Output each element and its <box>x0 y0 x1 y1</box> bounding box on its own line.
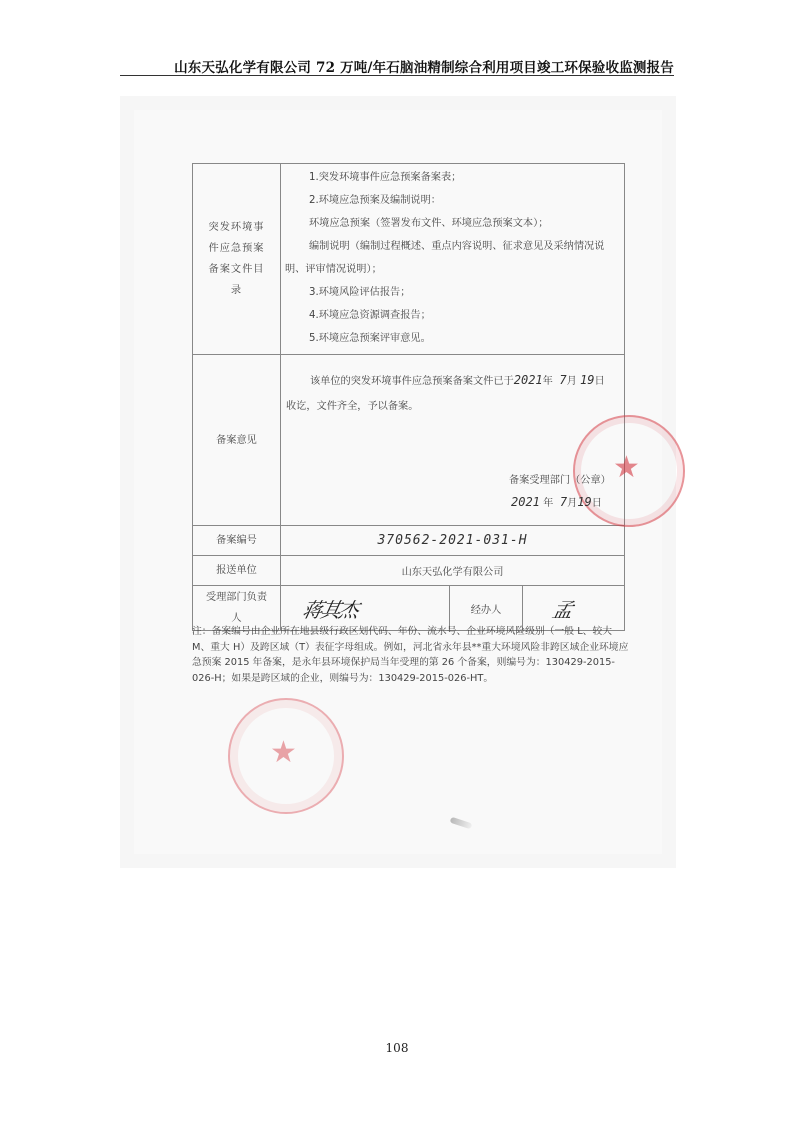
filing-number-value: 370562-2021-031-H <box>377 533 528 548</box>
opinion-text-part: 日 <box>594 376 605 387</box>
date-month-char: 月 <box>567 498 578 509</box>
handler-label: 经办人 <box>450 586 523 631</box>
directory-item: 2.环境应急预案及编制说明： <box>309 195 441 206</box>
handler-signature: 孟 <box>550 597 574 622</box>
handwritten-date-month: 7 <box>559 495 568 509</box>
opinion-row <box>193 355 625 526</box>
handwritten-date-day: 19 <box>577 495 592 509</box>
seal-star-icon: ★ <box>613 450 640 485</box>
opinion-text-part: 月 <box>566 376 577 387</box>
filing-number-cell <box>281 526 625 556</box>
report-header-title: 山东天弘化学有限公司 72 万吨/年石脑油精制综合利用项目竣工环保验收监测报告 <box>174 60 674 76</box>
header-rule <box>120 75 674 76</box>
opinion-label: 备案意见 <box>193 355 281 526</box>
form-footnote: 注：备案编号由企业所在地县级行政区划代码、年份、流水号、企业环境风险级别（一般 L、较大 M、重大 H）及跨区域（T）表征字母组成。例如，河北省永年县**重大环境风险非跨区域企业环境应急预案 2015 年备案，是永年县环境保护局当年受理的第 26 个备案，则编号为：130429-2015-026-H；如果是跨区域的企业，则编号为：130429-2015-026-HT。 <box>192 626 629 684</box>
directory-item: 5.环境应急预案评审意见。 <box>309 333 431 344</box>
unit-row <box>193 556 625 586</box>
receiving-department-label: 备案受理部门（公章） <box>509 475 611 486</box>
filing-form-table <box>192 163 640 631</box>
dept-head-label: 受理部门负责人 <box>193 586 281 631</box>
directory-item: 4.环境应急资源调查报告； <box>309 310 431 321</box>
dept-head-signature: 蒋其杰 <box>300 597 360 622</box>
handwritten-month: 7 <box>559 373 567 387</box>
handwritten-day: 19 <box>580 373 595 387</box>
directory-row <box>193 164 625 355</box>
opinion-line-2: 收讫，文件齐全，予以备案。 <box>286 401 419 412</box>
page-number: 108 <box>385 1041 409 1055</box>
directory-item: 环境应急预案（签署发布文件、环境应急预案文本）； <box>309 218 549 229</box>
submitting-unit-value: 山东天弘化学有限公司 <box>281 556 625 586</box>
directory-item: 明、评审情况说明）； <box>285 264 382 275</box>
date-year-char: 年 <box>543 498 554 509</box>
filing-number-label: 备案编号 <box>193 526 281 556</box>
directory-label: 突发环境事件应急预案备案文件目录 <box>193 164 281 355</box>
handwritten-date-year: 2021 <box>511 495 540 509</box>
opinion-text-part: 年 <box>542 376 553 387</box>
opinion-text-part: 该单位的突发环境事件应急预案备案文件已于 <box>310 376 514 387</box>
faded-official-seal <box>228 698 344 814</box>
directory-list <box>281 164 625 355</box>
opinion-cell <box>281 355 640 526</box>
number-row <box>193 526 625 556</box>
opinion-text <box>286 368 646 419</box>
seal-star-icon: ★ <box>270 735 297 770</box>
date-day-char: 日 <box>591 498 602 509</box>
directory-item: 编制说明（编制过程概述、重点内容说明、征求意见及采纳情况说 <box>309 241 605 252</box>
submitting-unit-label: 报送单位 <box>193 556 281 586</box>
filing-date <box>511 494 602 509</box>
handwritten-year: 2021 <box>513 373 543 387</box>
directory-item: 1.突发环境事件应急预案备案表； <box>309 172 462 183</box>
directory-item: 3.环境风险评估报告； <box>309 287 411 298</box>
